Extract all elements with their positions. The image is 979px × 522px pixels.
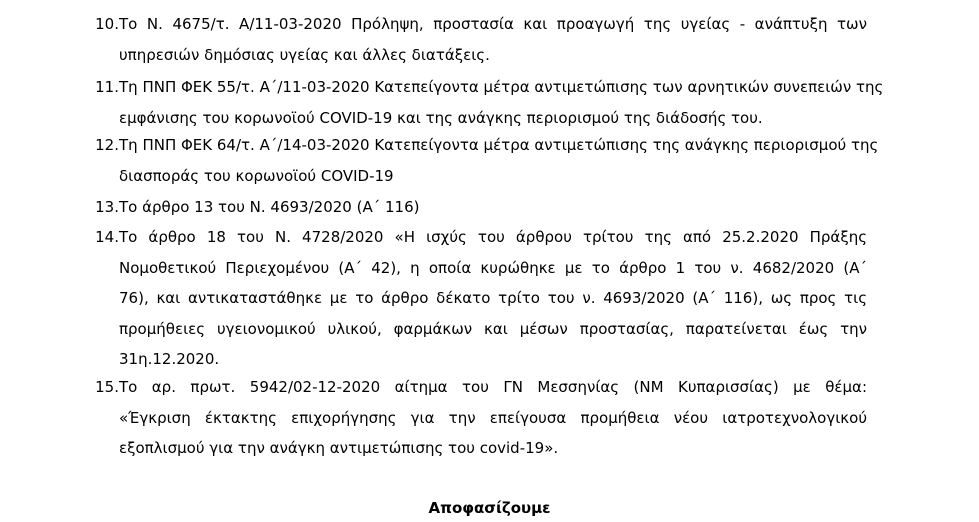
item-line: εμφάνισης του κορωνοϊού COVID-19 και της ανάγκης περιορισμού της διάδοσής του. xyxy=(119,108,763,127)
item-line: Τη ΠΝΠ ΦΕΚ 55/τ. Α΄/11-03-2020 Κατεπείγοντα μέτρα αντιμετώπισης των αρνητικών συνεπειών της xyxy=(119,78,884,96)
item-line: προμήθειες υγειονομικού υλικού, φαρμάκων και μέσων προστασίας, παρατείνεται έως την xyxy=(119,319,867,338)
item-line: Το άρθρο 13 του Ν. 4693/2020 (Α΄ 116) xyxy=(119,198,420,216)
item-text xyxy=(119,372,867,464)
item-text xyxy=(119,9,867,70)
item-line: εξοπλισμού για την ανάγκη αντιμετώπισης του covid-19». xyxy=(119,439,559,457)
item-text xyxy=(119,192,867,223)
item-text xyxy=(119,130,879,191)
item-number: 12. xyxy=(95,136,119,154)
item-line: Το Ν. 4675/τ. Α/11-03-2020 Πρόληψη, προστασία και προαγωγή της υγείας - ανάπτυξη των xyxy=(119,15,867,33)
item-number: 13. xyxy=(95,198,119,216)
item-line: «Έγκριση έκτακτης επιχορήγησης για την επείγουσα προμήθεια νέου ιατροτεχνολογικού xyxy=(119,408,867,427)
item-line: Το αρ. πρωτ. 5942/02-12-2020 αίτημα του ΓΝ Μεσσηνίας (ΝΜ Κυπαρισσίας) με θέμα: xyxy=(119,378,867,396)
list-item xyxy=(89,130,879,191)
decision-heading: Αποφασίζουμε xyxy=(428,499,551,517)
item-line: υπηρεσιών δημόσιας υγείας και άλλες διατάξεις. xyxy=(119,45,490,64)
item-line: 31η.12.2020. xyxy=(119,350,220,368)
list-item xyxy=(89,222,867,375)
list-item xyxy=(89,372,867,464)
item-number: 14. xyxy=(95,228,119,246)
item-line: Νομοθετικού Περιεχομένου (Α΄ 42), η οποία κυρώθηκε με το άρθρο 1 του ν. 4682/2020 (Α΄ xyxy=(119,258,867,277)
item-number: 11. xyxy=(95,78,119,96)
list-item xyxy=(89,72,884,133)
item-line: Τη ΠΝΠ ΦΕΚ 64/τ. Α΄/14-03-2020 Κατεπείγοντα μέτρα αντιμετώπισης της ανάγκης περιορισμού της xyxy=(119,136,879,154)
item-line: διασποράς του κορωνοϊού COVID-19 xyxy=(119,166,394,185)
item-line: 76), και αντικαταστάθηκε με το άρθρο δέκατο τρίτο του ν. 4693/2020 (Α΄ 116), ως προς τις xyxy=(119,289,867,307)
item-number: 10. xyxy=(95,15,119,33)
list-item xyxy=(89,9,867,70)
item-text xyxy=(119,72,884,133)
item-line: Το άρθρο 18 του Ν. 4728/2020 «Η ισχύς του άρθρου τρίτου της από 25.2.2020 Πράξης xyxy=(119,228,867,246)
list-item xyxy=(89,192,867,223)
item-number: 15. xyxy=(95,378,119,396)
item-text xyxy=(119,222,867,375)
